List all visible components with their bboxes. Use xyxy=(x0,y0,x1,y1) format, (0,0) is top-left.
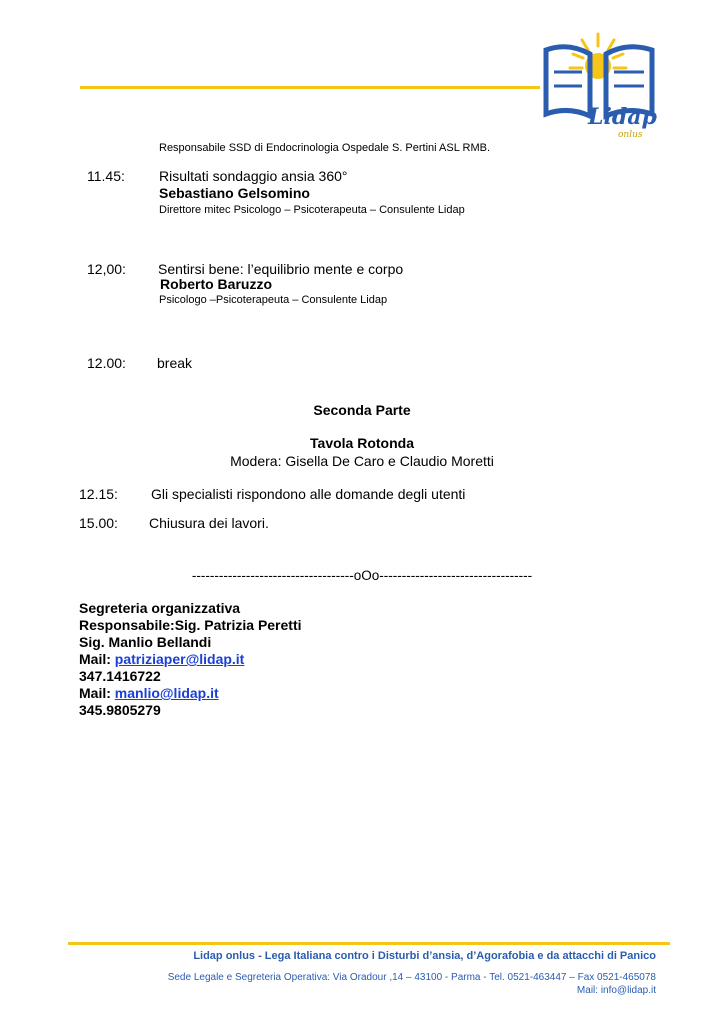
mail-label: Mail: xyxy=(79,651,115,667)
agenda-role: Direttore mitec Psicologo – Psicoterapeuta – Consulente Lidap xyxy=(159,204,465,216)
mail-row-1 xyxy=(79,651,244,667)
agenda-time: 15.00: xyxy=(79,515,118,531)
logo-subtext: onlus xyxy=(618,130,643,140)
second-part-heading: Seconda Parte xyxy=(313,402,411,418)
agenda-time: 11.45: xyxy=(87,168,125,184)
footer-rule xyxy=(68,942,670,945)
round-table-heading: Tavola Rotonda xyxy=(310,435,414,451)
mail-label: Mail: xyxy=(79,685,115,701)
phone-2: 345.9805279 xyxy=(79,702,161,718)
moderators-line: Modera: Gisella De Caro e Claudio Moretti xyxy=(230,453,494,469)
agenda-time: 12.00: xyxy=(87,355,126,371)
separator-line: ------------------------------------oOo---------------------------------- xyxy=(191,568,533,583)
logo-text: Lidap xyxy=(588,104,657,130)
footer-org-line: Lidap onlus - Lega Italiana contro i Disturbi d’ansia, d’Agorafobia e da attacchi di Panico xyxy=(193,950,656,962)
agenda-speaker: Roberto Baruzzo xyxy=(160,276,272,292)
secretariat-responsible: Responsabile:Sig. Patrizia Peretti xyxy=(79,617,302,633)
header-rule xyxy=(80,86,540,89)
responsible-line: Responsabile SSD di Endocrinologia Ospedale S. Pertini ASL RMB. xyxy=(159,142,490,154)
agenda-title: Sentirsi bene: l’equilibrio mente e corpo xyxy=(158,261,404,277)
phone-1: 347.1416722 xyxy=(79,668,161,684)
agenda-title: Gli specialisti rispondono alle domande degli utenti xyxy=(151,486,466,502)
logo-graphic-icon xyxy=(538,28,668,158)
agenda-time: 12.15: xyxy=(79,486,118,502)
mail-row-2 xyxy=(79,685,219,701)
agenda-role: Psicologo –Psicoterapeuta – Consulente Lidap xyxy=(159,294,388,306)
lidap-logo xyxy=(538,28,668,158)
agenda-title: Risultati sondaggio ansia 360° xyxy=(159,168,348,184)
secretariat-title: Segreteria organizzativa xyxy=(79,600,241,616)
agenda-time: 12,00: xyxy=(87,261,126,277)
footer-address-line: Sede Legale e Segreteria Operativa: Via Oradour ,14 – 43100 - Parma - Tel. 0521-463447 – Fax 0521-465078 xyxy=(167,972,656,983)
mail-link-manlio[interactable]: manlio@lidap.it xyxy=(114,685,219,701)
agenda-title: break xyxy=(157,355,193,371)
agenda-title: Chiusura dei lavori. xyxy=(149,515,269,531)
mail-link-patrizia[interactable]: patriziaper@lidap.it xyxy=(114,651,245,667)
agenda-speaker: Sebastiano Gelsomino xyxy=(159,185,310,201)
secretariat-other: Sig. Manlio Bellandi xyxy=(79,634,212,650)
footer-mail-line: Mail: info@lidap.it xyxy=(576,985,656,996)
